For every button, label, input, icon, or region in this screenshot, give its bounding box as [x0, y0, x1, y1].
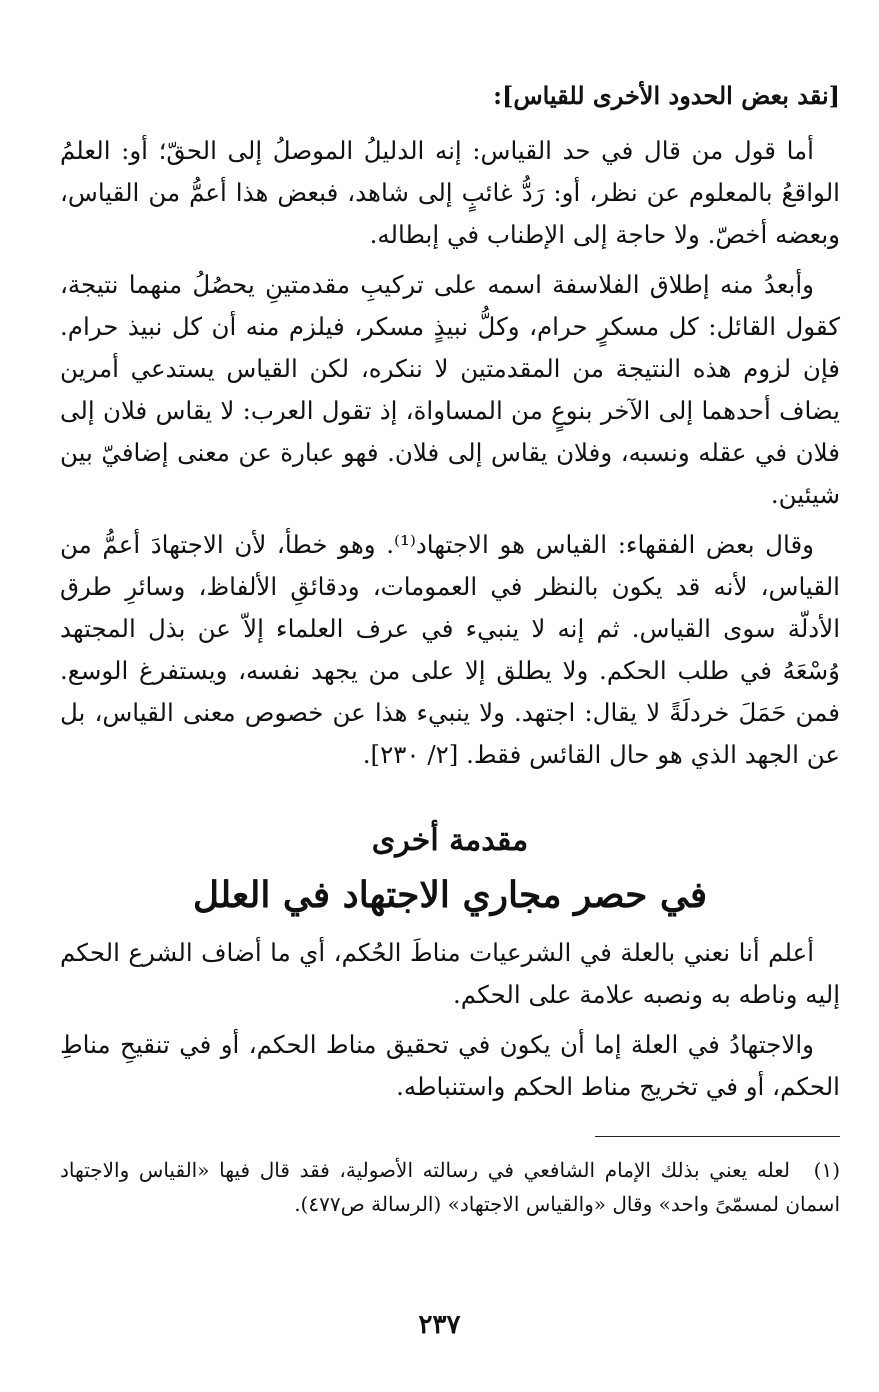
page-body — [60, 76, 840, 1221]
paragraph-3: وقال بعض الفقهاء: القياس هو الاجتهاد⁽¹⁾. وهو خطأ، لأن الاجتهادَ أعمُّ من القياس، لأنه قد يكون بالنظر في العمومات، ودقائقِ الألفاظ، وسائرِ طرق الأدلّة سوى القياس. ثم إنه لا ينبيء في عرف العلماء إلاّ عن بذل المجتهد وُسْعَهُ في طلب الحكم. ولا يطلق إلا على من يجهد نفسه، ويستفرغ الوسع. فمن حَمَلَ خردلَةً لا يقال: اجتهد. ولا ينبيء هذا عن خصوص معنى القياس، بل عن الجهد الذي هو حال القائس فقط. [٢/ ٢٣٠]. — [60, 530, 840, 769]
footnote — [60, 1153, 840, 1221]
paragraph-5: والاجتهادُ في العلة إما أن يكون في تحقيق مناط الحكم، أو في تنقيحِ مناطِ الحكم، أو في تخريج مناط الحكم واستنباطه. — [60, 1030, 840, 1101]
paragraph-2: وأبعدُ منه إطلاق الفلاسفة اسمه على تركيبِ مقدمتينِ يحصُلُ منهما نتيجة، كقول القائل: كل مسكرٍ حرام، وكلُّ نبيذٍ مسكر، فيلزم منه أن كل نبيذ حرام. فإن لزوم هذه النتيجة من المقدمتين لا ننكره، لكن القياس يستدعي أمرين يضاف أحدهما إلى الآخر بنوعٍ من المساواة، إذ تقول العرب: لا يقاس فلان إلى فلان في عقله ونسبه، وفلان يقاس إلى فلان. فهو عبارة عن معنى إضافيّ بين شيئين. — [60, 270, 840, 509]
paragraph-1: أما قول من قال في حد القياس: إنه الدليلُ الموصلُ إلى الحقّ؛ أو: العلمُ الواقعُ بالمعلوم عن نظر، أو: رَدُّ غائبٍ إلى شاهد، فبعض هذا أعمُّ من القياس، وبعضه أخصّ. ولا حاجة إلى الإطناب في إبطاله. — [60, 136, 840, 249]
footnote-divider — [595, 1136, 840, 1137]
footnote-text: لعله يعني بذلك الإمام الشافعي في رسالته الأصولية، فقد قال فيها «القياس والاجتهاد اسمان لمسمّىً واحد» وقال «والقياس الاجتهاد» (الرسالة ص٤٧٧). — [60, 1158, 840, 1216]
paragraph-4: أعلم أنا نعني بالعلة في الشرعيات مناطَ الحُكم، أي ما أضاف الشرع الحكم إليه وناطه به ونصبه علامة على الحكم. — [60, 938, 840, 1009]
chapter-header — [60, 818, 840, 922]
chapter-title: مقدمة أخرى — [371, 823, 529, 858]
page-number: ٢٣٧ — [418, 1310, 461, 1340]
section-heading: [نقد بعض الحدود الأخرى للقياس]: — [493, 81, 840, 110]
chapter-subtitle: في حصر مجاري الاجتهاد في العلل — [192, 874, 708, 916]
footnote-number: (١) — [813, 1158, 841, 1182]
